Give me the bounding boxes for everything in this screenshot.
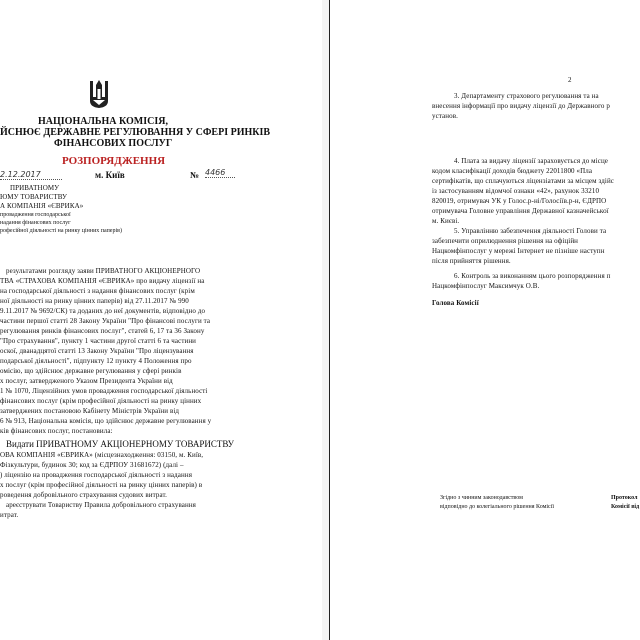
paragraph-3-line: внесення інформації про видачу ліцензії до Державного р bbox=[432, 102, 610, 110]
doc-type-title: РОЗПОРЯДЖЕННЯ bbox=[62, 155, 166, 167]
item-1-line: ОВА КОМПАНІЯ «ЄВРИКА» (місцезнаходження: 03150, м. Київ, bbox=[0, 451, 204, 459]
org-line-1: НАЦІОНАЛЬНА КОМІСІЯ, bbox=[38, 116, 168, 127]
addressee-line: ЮМУ ТОВАРИСТВУ bbox=[0, 193, 67, 201]
body-line: результатами розгляду заяви ПРИВАТНОГО АКЦІОНЕРНОГО bbox=[6, 267, 201, 275]
addressee-line: рофесійної діяльності на ринку цінних паперів) bbox=[0, 228, 122, 234]
body-line: оскої, дванадцятої статті 13 Закону України "Про ліцензування bbox=[0, 347, 194, 355]
paragraph-3-line: установ. bbox=[432, 112, 458, 120]
paragraph-4-line: сертифікатів, що сплачуються ліцензіатами за місцем здійс bbox=[432, 177, 615, 185]
org-line-2: ЙСНЮЄ ДЕРЖАВНЕ РЕГУЛЮВАННЯ У СФЕРІ РИНКІВ bbox=[0, 127, 271, 138]
paragraph-6-line: 6. Контроль за виконанням цього розпорядження п bbox=[454, 272, 611, 280]
trident-emblem-icon bbox=[88, 79, 110, 109]
item-1-line: ) ліцензію на провадження господарської діяльності з надання bbox=[0, 471, 193, 479]
item-2-line: итрат. bbox=[0, 511, 19, 519]
item-1-line: х послуг (крім професійної діяльності на ринку цінних паперів) в bbox=[0, 481, 203, 489]
footer-left-line: відповідно до колегіального рішення Комісії bbox=[440, 504, 555, 510]
paragraph-4-line: із застосуванням відомчої ознаки «42», рахунок 33210 bbox=[432, 187, 600, 195]
paragraph-5-line: забезпечити оприлюднення рішення на офіційн bbox=[432, 237, 579, 245]
body-line: омісію, що здійснює державне регулювання у сфері ринків bbox=[0, 367, 182, 375]
body-line: ТВА «СТРАХОВА КОМПАНІЯ «ЄВРИКА» про видачу ліцензії на bbox=[0, 277, 205, 285]
handwritten-date: 2.12.2017 bbox=[0, 170, 62, 180]
paragraph-4-line: 4. Плата за видачу ліцензії зараховується до місце bbox=[454, 157, 609, 165]
paragraph-5-line: 5. Управлінню забезпечення діяльності Голови та bbox=[454, 227, 607, 235]
body-line: 1 № 1070, Ліцензійних умов провадження господарської діяльності bbox=[0, 387, 208, 395]
item-1-line: Фізкультури, будинок 30; код за ЄДРПОУ 31681672) (далі – bbox=[0, 461, 184, 469]
addressee-line: надання фінансових послуг bbox=[0, 220, 71, 226]
body-line: частини першої статті 28 Закону України "Про фінансові послуги та bbox=[0, 317, 211, 325]
body-line: затверджених постановою Кабінету Міністрів України від bbox=[0, 407, 180, 415]
item-1-line: роведення добровільного страхування судових витрат. bbox=[0, 491, 167, 499]
handwritten-number: 4466 bbox=[205, 168, 235, 178]
paragraph-5-line: після прийняття рішення. bbox=[432, 257, 511, 265]
addressee-line: ПРИВАТНОМУ bbox=[10, 184, 60, 192]
page-number: 2 bbox=[568, 76, 572, 84]
paragraph-3-line: 3. Департаменту страхового регулювання та на bbox=[454, 92, 599, 100]
item-2-line: ареєструвати Товариству Правила добровільного страхування bbox=[6, 501, 197, 509]
body-line: ної діяльності на ринку цінних паперів) від 27.11.2017 № 990 bbox=[0, 297, 189, 305]
body-line: 6 № 913, Національна комісія, що здійснює державне регулювання у bbox=[0, 417, 212, 425]
paragraph-4-line: кодом класифікації доходів бюджету 22011800 «Пла bbox=[432, 167, 593, 175]
item-1-line: Видати ПРИВАТНОМУ АКЦІОНЕРНОМУ ТОВАРИСТВУ bbox=[6, 439, 235, 449]
footer-right-line: Комісії від bbox=[611, 504, 640, 510]
body-line: на господарської діяльності з надання фінансових послуг (крім bbox=[0, 287, 195, 295]
paragraph-6-line: Нацкомфінпослуг Максимчук О.В. bbox=[432, 282, 540, 290]
footer-right-line: Протокол bbox=[611, 495, 638, 501]
paragraph-5-line: Нацкомфінпослуг у мережі Інтернет не пізніше наступн bbox=[432, 247, 605, 255]
paragraph-4-line: 820019, отримувач УК у Голос.р-ні/Голосіїв.р-н, ЄДРПО bbox=[432, 197, 607, 205]
body-line: подарської діяльності", підпункту 12 пункту 4 Положення про bbox=[0, 357, 192, 365]
addressee-line: А КОМПАНІЯ «ЄВРИКА» bbox=[0, 202, 84, 210]
body-line: х послуг, затвердженого Указом Президента України від bbox=[0, 377, 173, 385]
org-line-3: ФІНАНСОВИХ ПОСЛУГ bbox=[54, 138, 173, 149]
body-line: регулювання ринків фінансових послуг", статей 6, 17 та 36 Закону bbox=[0, 327, 205, 335]
addressee-line: провадження господарської bbox=[0, 212, 71, 218]
body-line: 9.11.2017 № 9692/СК) та доданих до неї документів, відповідно до bbox=[0, 307, 206, 315]
body-line: ків фінансових послуг, постановила: bbox=[0, 427, 113, 435]
paragraph-4-line: м. Києві. bbox=[432, 217, 460, 225]
city-label: м. Київ bbox=[95, 170, 125, 180]
footer-left-line: Згідно з чинним законодавством bbox=[440, 495, 523, 501]
signature-title: Голова Комісії bbox=[432, 299, 479, 307]
page-gap bbox=[322, 0, 329, 640]
body-line: фінансових послуг (крім професійної діяльності на ринку цінних bbox=[0, 397, 202, 405]
paragraph-4-line: отримувача Головне управління Державної казначейської bbox=[432, 207, 609, 215]
document-page-2 bbox=[329, 0, 640, 640]
number-sign: № bbox=[190, 170, 200, 180]
body-line: "Про страхування", пункту 1 частини другої статті 6 та частини bbox=[0, 337, 197, 345]
